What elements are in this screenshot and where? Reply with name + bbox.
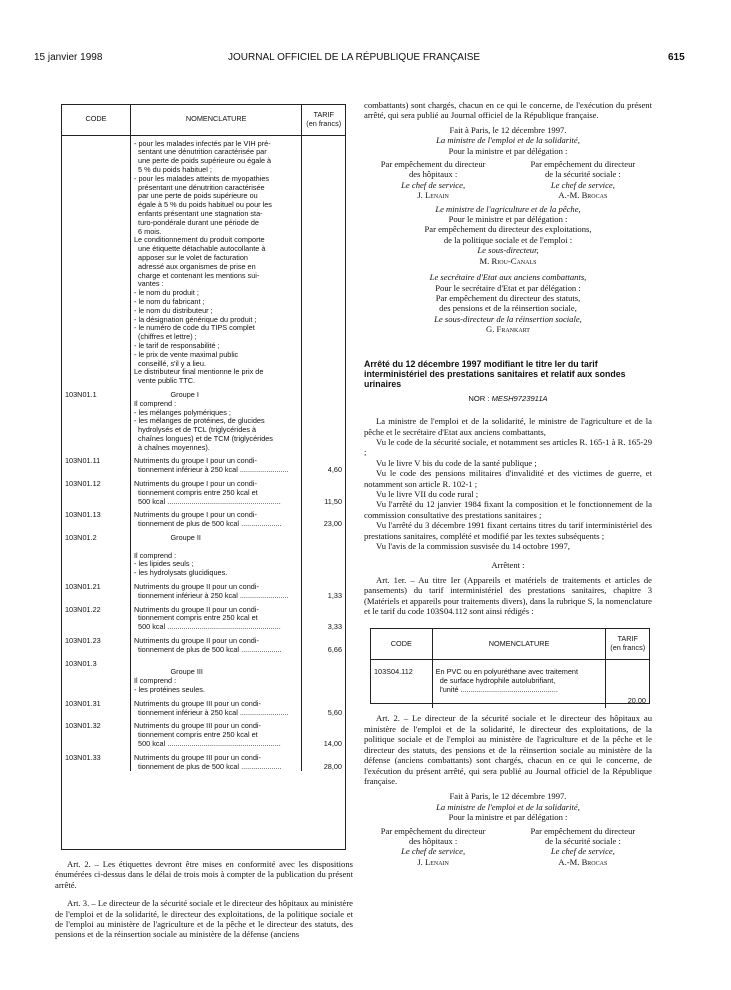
left-footer-text bbox=[55, 859, 353, 940]
nomenclature-line: Nutriments du groupe II pour un condi- bbox=[133, 605, 259, 614]
code-cell: 103N01.3 bbox=[62, 655, 130, 695]
price-cell bbox=[302, 135, 345, 386]
nomenclature-line: une perte de poids supérieure ou égale à bbox=[133, 157, 272, 166]
table-row bbox=[62, 135, 345, 386]
col-tarif-unit: (en francs) bbox=[306, 118, 342, 128]
nomenclature-line: tionnement compris entre 250 kcal et bbox=[133, 731, 258, 740]
arrete-art1: Art. 1er. – Au titre Ier (Appareils et matériels de traitements et articles de pansements) du tarif interministériel des prestations sanitaires, chapitre 3 (Matériels et appareils pour traitements divers), dans la rubrique S, la nomenclature et le tarif du code 103S04.112 sont ainsi rédigés : bbox=[364, 574, 652, 617]
nomenclature-cell bbox=[130, 506, 301, 529]
nomenclature-line: - le nom du distributeur ; bbox=[133, 306, 213, 315]
nomenclature-cell bbox=[130, 695, 301, 718]
visa-paragraph: Vu le livre V bis du code de la santé publique ; bbox=[376, 457, 537, 468]
nomenclature-line: Nutriments du groupe II pour un condi- bbox=[133, 637, 259, 646]
nomenclature-line: adressé aux organismes de prise en bbox=[133, 262, 256, 271]
table-row bbox=[62, 749, 345, 772]
code-cell: 103N01.23 bbox=[62, 632, 130, 655]
code-cell: 103N01.31 bbox=[62, 695, 130, 718]
rt-col-tarif-unit: (en francs) bbox=[610, 643, 646, 653]
code-cell: 103N01.13 bbox=[62, 506, 130, 529]
price-cell: 5,60 bbox=[327, 707, 342, 717]
ministre-agriculture: Le ministre de l'agriculture et de la pêche, bbox=[435, 203, 581, 214]
sig-line: Par empêchement du directeur bbox=[380, 825, 486, 836]
nomenclature-line: Groupe II bbox=[133, 534, 201, 543]
nomenclature-line: - les protéines seules. bbox=[133, 686, 205, 695]
visa-paragraph: Vu l'arrêté du 12 janvier 1984 fixant la composition et le fonctionnement de la commission consultative des prestations sanitaires ; bbox=[364, 499, 652, 520]
nomenclature-line: 500 kcal ........................................................ bbox=[133, 740, 281, 748]
nomenclature-line: par une perte de poids supérieure ou bbox=[133, 192, 258, 201]
arretent: Arrêtent : bbox=[491, 560, 525, 571]
rt-line: l'unité ................................................ bbox=[435, 685, 558, 694]
table-row bbox=[62, 475, 345, 506]
pour-ministre-2: Pour la ministre et par délégation : bbox=[448, 812, 568, 823]
signatures-2 bbox=[364, 826, 652, 868]
table-row bbox=[62, 632, 345, 655]
nomenclature-line: Nutriments du groupe III pour un condi- bbox=[133, 753, 261, 762]
visa-paragraph: Vu le code des pensions militaires d'invalidité et des victimes de guerre, et notamment son article R. 102-1 ; bbox=[364, 468, 652, 489]
nomenclature-line: Nutriments du groupe I pour un condi- bbox=[133, 457, 257, 466]
code-cell: 103N01.32 bbox=[62, 717, 130, 748]
rt-col-tarif-label: TARIF bbox=[617, 634, 638, 644]
nomenclature-line: - le nom du produit ; bbox=[133, 289, 199, 298]
signature-securite-2 bbox=[514, 826, 652, 868]
sig-line: Le chef de service, bbox=[401, 179, 466, 190]
nomenclature-line: - les mélanges de protéines, de glucides bbox=[133, 417, 265, 426]
nomenclature-line: Il comprend : bbox=[133, 677, 177, 686]
col-tarif-header bbox=[302, 105, 345, 135]
price-cell: 4,60 bbox=[327, 465, 342, 475]
header-date: 15 janvier 1998 bbox=[34, 52, 103, 63]
code-cell bbox=[62, 135, 130, 386]
nomenclature-line: Nutriments du groupe II pour un condi- bbox=[133, 583, 259, 592]
nomenclature-line: tionnement de plus de 500 kcal .................... bbox=[133, 645, 282, 654]
left-table-frame bbox=[61, 104, 346, 850]
nomenclature-line: - la désignation générique du produit ; bbox=[133, 315, 257, 324]
code-cell: 103N01.11 bbox=[62, 452, 130, 475]
left-table bbox=[62, 105, 345, 771]
nor-value: MESH9723911A bbox=[491, 393, 548, 403]
sec-sous-directeur: Le sous-directeur de la réinsertion sociale, bbox=[434, 313, 582, 324]
nomenclature-line: charge et contenant les mentions sui- bbox=[133, 271, 260, 280]
table-row bbox=[62, 655, 345, 695]
table-row bbox=[62, 601, 345, 632]
signature-hopitaux-1 bbox=[364, 159, 502, 201]
sig-line: Le chef de service, bbox=[401, 846, 466, 857]
sig-line: des hôpitaux : bbox=[409, 835, 458, 846]
code-cell: 103N01.2 bbox=[62, 529, 130, 578]
code-cell: 103N01.1 bbox=[62, 386, 130, 453]
rt-col-nomenclature: NOMENCLATURE bbox=[432, 629, 606, 659]
sig-line: Le chef de service, bbox=[550, 846, 615, 857]
sig-line: des hôpitaux : bbox=[409, 169, 458, 180]
table-row bbox=[62, 529, 345, 578]
nomenclature-line: Il comprend : bbox=[133, 551, 177, 560]
header-page-number: 615 bbox=[668, 52, 685, 63]
price-cell bbox=[302, 386, 345, 453]
col-nomenclature-header: NOMENCLATURE bbox=[130, 105, 301, 135]
nomenclature-line: à chaînes moyennes). bbox=[133, 443, 210, 452]
price-cell: 14,00 bbox=[323, 739, 342, 748]
nomenclature-line: (chiffres et lettre) ; bbox=[133, 333, 197, 342]
sig-line: Par empêchement du directeur bbox=[530, 825, 636, 836]
secretaire-etat: Le secrétaire d'Etat aux anciens combattants, bbox=[429, 272, 587, 283]
table-row bbox=[62, 506, 345, 529]
arrete-title: Arrêté du 12 décembre 1997 modifiant le titre Ier du tarif interministériel des prestations sanitaires et relatif aux sondes urinaires bbox=[364, 358, 626, 390]
nomenclature-line: - le nom du fabricant ; bbox=[133, 297, 205, 306]
nomenclature-line: Il comprend : bbox=[133, 399, 177, 408]
signature-hopitaux-2 bbox=[364, 826, 502, 868]
fait-a-paris-1: Fait à Paris, le 12 décembre 1997. bbox=[449, 124, 567, 135]
nomenclature-line: tionnement compris entre 250 kcal et bbox=[133, 488, 258, 497]
sec-empechement-2: des pensions et de la réinsertion sociale, bbox=[439, 303, 577, 314]
price-cell: 6,66 bbox=[327, 644, 342, 654]
nomenclature-line: vantes : bbox=[133, 280, 164, 289]
price-cell: 1,33 bbox=[327, 590, 342, 600]
price-cell: 23,00 bbox=[323, 519, 342, 529]
col-code-header: CODE bbox=[62, 105, 130, 135]
agri-signatory: M. Riou-Canals bbox=[479, 255, 537, 266]
price-cell bbox=[302, 655, 345, 695]
signatures-1 bbox=[364, 159, 652, 201]
fait-a-paris-2: Fait à Paris, le 12 décembre 1997. bbox=[449, 791, 567, 802]
arrete-visas bbox=[364, 416, 652, 551]
table-row bbox=[62, 578, 345, 601]
nomenclature-cell bbox=[130, 386, 301, 453]
visa-paragraph: Vu le livre VII du code rural ; bbox=[376, 489, 479, 499]
nomenclature-line: - les lipides seuls ; bbox=[133, 560, 194, 569]
nomenclature-line: Nutriments du groupe III pour un condi- bbox=[133, 722, 261, 731]
rt-col-tarif bbox=[606, 629, 649, 659]
nomenclature-line: - le numéro de code du TIPS complet bbox=[133, 324, 255, 333]
code-cell: 103N01.12 bbox=[62, 475, 130, 506]
col-tarif-label: TARIF bbox=[313, 110, 334, 119]
price-cell: 3,33 bbox=[327, 622, 342, 632]
nomenclature-line: 500 kcal ........................................................ bbox=[133, 623, 281, 632]
nomenclature-cell bbox=[130, 452, 301, 475]
nomenclature-line: Groupe I bbox=[133, 390, 199, 399]
nomenclature-line: - les hydrolysats glucidiques. bbox=[133, 569, 228, 578]
rt-line: En PVC ou en polyuréthane avec traitement bbox=[435, 668, 579, 677]
right-table bbox=[371, 629, 649, 708]
nomenclature-cell bbox=[130, 632, 301, 655]
sig-line: Par empêchement du directeur bbox=[380, 159, 486, 170]
rt-price-cell bbox=[606, 660, 649, 709]
nomenclature-line: tionnement de plus de 500 kcal .................... bbox=[133, 520, 282, 529]
sig-name: A.-M. Brocas bbox=[558, 190, 608, 201]
right-table-frame bbox=[370, 628, 650, 704]
nomenclature-line: égale à 5 % du poids habituel ou pour les bbox=[133, 201, 272, 210]
nomenclature-line: tionnement compris entre 250 kcal et bbox=[133, 614, 258, 623]
rt-code-cell: 103S04.112 bbox=[371, 660, 432, 709]
sig-name: J. Lenain bbox=[417, 190, 449, 201]
table-row bbox=[371, 660, 649, 709]
nomenclature-line: apposer sur le volet de facturation bbox=[133, 253, 248, 262]
right-art2: Art. 2. – Le directeur de la sécurité sociale et le directeur des hôpitaux au ministère de l'emploi et de la solidarité, le directeur des exploitations, de la politique sociale et de l'emploi au ministère de l'agriculture et de la pêche et le directeur des statuts, des pensions et de la réinsertion sociale au ministère de la défense (anciens combattants) sont chargés, chacun en ce qui le concerne, de l'exécution du présent arrêté, qui sera publié au Journal officiel de la République française. bbox=[364, 713, 652, 786]
pour-ministre-agri: Pour le ministre et par délégation : bbox=[448, 214, 568, 225]
nomenclature-line: turo-pondérale durant une période de bbox=[133, 218, 259, 227]
sig-name: A.-M. Brocas bbox=[558, 856, 608, 867]
nomenclature-line: Le distributeur final mentionne le prix de bbox=[133, 368, 264, 377]
nomenclature-line: tionnement de plus de 500 kcal .................... bbox=[133, 762, 282, 771]
nomenclature-line: - le prix de vente maximal public bbox=[133, 350, 239, 359]
nomenclature-line: Nutriments du groupe I pour un condi- bbox=[133, 480, 257, 489]
pour-ministre-1: Pour la ministre et par délégation : bbox=[448, 145, 568, 156]
nomenclature-line: - les mélanges polymériques ; bbox=[133, 408, 231, 417]
sig-line: Le chef de service, bbox=[550, 179, 615, 190]
sig-name: J. Lenain bbox=[417, 856, 449, 867]
nomenclature-line: enfants présentant une stagnation sta- bbox=[133, 209, 263, 218]
sec-empechement-1: Par empêchement du directeur des statuts, bbox=[435, 292, 581, 303]
code-cell: 103N01.21 bbox=[62, 578, 130, 601]
nomenclature-cell bbox=[130, 717, 301, 748]
header-journal: JOURNAL OFFICIEL DE LA RÉPUBLIQUE FRANÇAISE bbox=[228, 52, 481, 63]
agri-empechement-2: de la politique sociale et de l'emploi : bbox=[443, 234, 573, 245]
nomenclature-cell bbox=[130, 578, 301, 601]
price-cell bbox=[302, 529, 345, 578]
nomenclature-cell bbox=[130, 475, 301, 506]
nomenclature-line: 500 kcal ........................................................ bbox=[133, 497, 281, 506]
nomenclature-cell bbox=[130, 135, 301, 386]
nomenclature-line: sentant une dénutrition caractérisée par bbox=[133, 148, 267, 157]
nomenclature-line bbox=[134, 543, 298, 552]
nomenclature-cell bbox=[130, 655, 301, 695]
visa-paragraph: Vu l'arrêté du 3 décembre 1991 fixant certains titres du tarif interministériel des prestations sanitaires, complété et modifié par les textes subséquents ; bbox=[364, 520, 652, 541]
sig-line: de la sécurité sociale : bbox=[544, 169, 621, 180]
nomenclature-line: tionnement inférieur à 250 kcal ........................ bbox=[133, 708, 289, 717]
nomenclature-line bbox=[134, 660, 298, 669]
nomenclature-line: - pour les malades infectés par le VIH pré- bbox=[133, 139, 271, 148]
price-cell: 11,50 bbox=[324, 496, 342, 506]
visa-paragraph: Vu l'avis de la commission susvisée du 14 octobre 1997, bbox=[376, 541, 570, 552]
sig-line: Par empêchement du directeur bbox=[530, 159, 636, 170]
table-row bbox=[62, 386, 345, 453]
nomenclature-line: 5 % du poids habituel ; bbox=[133, 165, 212, 174]
rt-line: de surface hydrophile autolubrifiant, bbox=[435, 676, 556, 685]
right-continuation: combattants) sont chargés, chacun en ce qui le concerne, de l'exécution du présent arrêté, qui sera publié au Journal officiel de la République française. bbox=[364, 100, 652, 121]
left-table-body bbox=[62, 135, 345, 771]
nomenclature-cell bbox=[130, 601, 301, 632]
sig-line: de la sécurité sociale : bbox=[544, 835, 621, 846]
nomenclature-line: vente public TTC. bbox=[133, 377, 196, 386]
nor-reference bbox=[364, 394, 652, 404]
visa-paragraph: Vu le code de la sécurité sociale, et notamment ses articles R. 165-1 à R. 165-29 ; bbox=[364, 436, 652, 458]
right-column bbox=[364, 100, 652, 867]
rt-col-code: CODE bbox=[371, 629, 432, 659]
nomenclature-line: - pour les malades atteints de myopathies bbox=[133, 174, 270, 183]
nomenclature-line: 6 mois. bbox=[133, 227, 162, 236]
table-row bbox=[62, 695, 345, 718]
agri-empechement-1: Par empêchement du directeur des exploitations, bbox=[424, 224, 592, 235]
nomenclature-line: Nutriments du groupe I pour un condi- bbox=[133, 511, 257, 520]
ministre-emploi-2: La ministre de l'emploi et de la solidarité, bbox=[436, 801, 580, 812]
nomenclature-line: Le conditionnement du produit comporte bbox=[133, 236, 265, 245]
visa-paragraph: La ministre de l'emploi et de la solidarité, le ministre de l'agriculture et de la pêche et le secrétaire d'Etat aux anciens combattants, bbox=[364, 416, 652, 437]
nomenclature-cell bbox=[130, 529, 301, 578]
nomenclature-line: tionnement inférieur à 250 kcal ........................ bbox=[133, 466, 289, 475]
table-row bbox=[62, 452, 345, 475]
rt-nomenclature-cell bbox=[432, 660, 606, 709]
signature-securite-1 bbox=[514, 159, 652, 201]
ministre-emploi-1: La ministre de l'emploi et de la solidarité, bbox=[436, 135, 580, 146]
nomenclature-line: présentant une dénutrition caractérisée bbox=[133, 183, 265, 192]
nomenclature-line: une étiquette détachable autocollante à bbox=[133, 245, 266, 254]
nomenclature-line: chaînes longues) et de TCM (triglycérides bbox=[133, 434, 273, 443]
nomenclature-line: conseillé, s'il y a lieu. bbox=[133, 359, 206, 368]
left-art2: Art. 2. – Les étiquettes devront être mises en conformité avec les dispositions énumérées ci-dessus dans le délai de trois mois à compter de la publication du présent arrêté. bbox=[55, 859, 353, 890]
nomenclature-line: - le tarif de responsabilité ; bbox=[133, 341, 220, 350]
code-cell: 103N01.33 bbox=[62, 749, 130, 772]
left-art3: Art. 3. – Le directeur de la sécurité sociale et le directeur des hôpitaux au ministère de l'emploi et de la solidarité, le directeur des exploitations, de la politique sociale et de l'emploi au ministère de l'agriculture et de la pêche et le directeur des statuts, des pensions et de la réinsertion sociale au ministère de la défense (anciens bbox=[55, 898, 353, 940]
rt-price: 20,00 bbox=[627, 696, 646, 706]
nomenclature-line: Groupe III bbox=[133, 668, 203, 677]
price-cell: 28,00 bbox=[323, 761, 342, 771]
agri-sous-directeur: Le sous-directeur, bbox=[477, 245, 539, 256]
nomenclature-cell bbox=[130, 749, 301, 772]
nomenclature-line: hydrolysés et de TCL (triglycérides à bbox=[133, 426, 257, 435]
table-row bbox=[62, 717, 345, 748]
nomenclature-line: tionnement inférieur à 250 kcal ........................ bbox=[133, 591, 289, 600]
nor-label: NOR : bbox=[468, 393, 490, 403]
sec-signatory: G. Frankart bbox=[486, 324, 530, 335]
pour-secretaire: Pour le secrétaire d'Etat et par délégation : bbox=[435, 282, 581, 293]
nomenclature-line: Nutriments du groupe III pour un condi- bbox=[133, 699, 261, 708]
code-cell: 103N01.22 bbox=[62, 601, 130, 632]
